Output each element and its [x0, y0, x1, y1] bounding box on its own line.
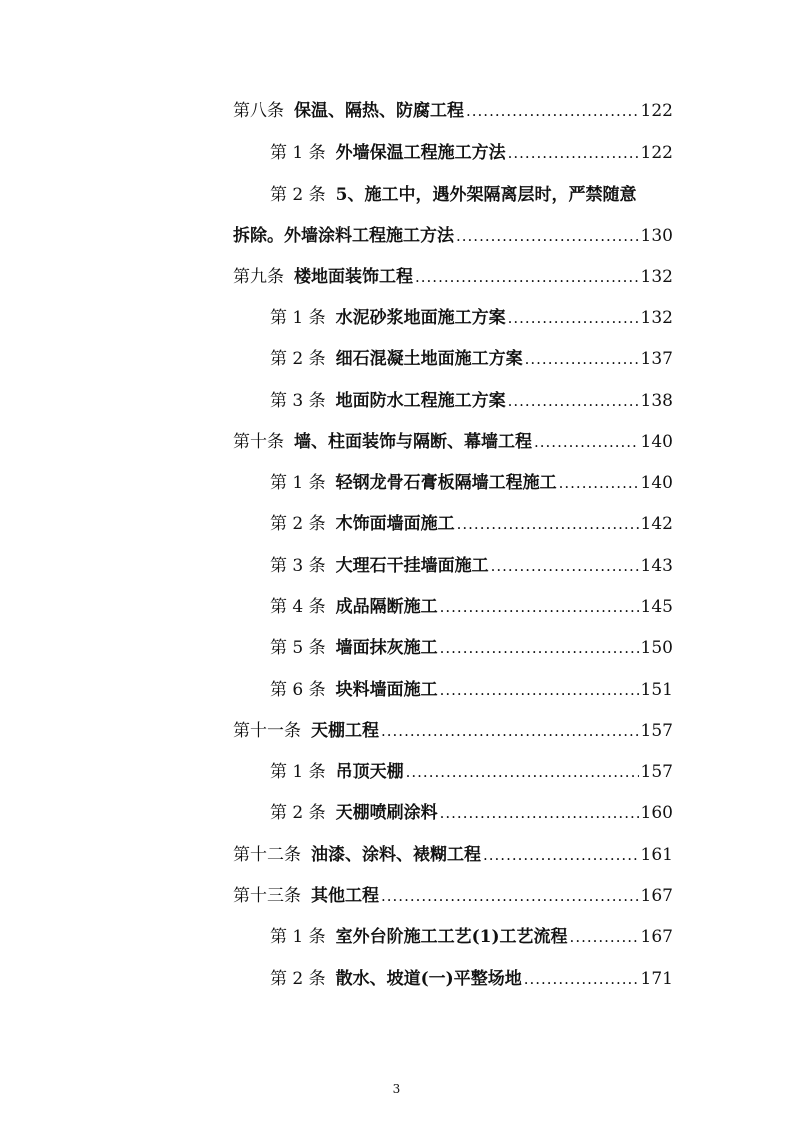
toc-entry-page: 140 [640, 432, 673, 452]
toc-entry[interactable] [233, 716, 673, 746]
toc-leader-dots [415, 262, 639, 292]
toc-entry-number: 第 3 条 [270, 556, 326, 576]
toc-entry-title: 保温、隔热、防腐工程 [294, 101, 464, 121]
toc-entry-page: 160 [640, 803, 673, 823]
toc-entry-title: 细石混凝土地面施工方案 [335, 349, 523, 369]
toc-leader-dots [525, 344, 639, 374]
toc-entry-page: 157 [640, 762, 673, 782]
toc-entry[interactable] [270, 757, 673, 787]
toc-leader-dots [440, 675, 639, 705]
toc-leader-dots [457, 509, 639, 539]
toc-entry-page: 143 [640, 556, 673, 576]
toc-entry[interactable] [270, 386, 673, 416]
toc-leader-dots [508, 386, 639, 416]
toc-entry-number: 第八条 [233, 101, 284, 121]
toc-entry-page: 171 [640, 969, 673, 989]
toc-entry-title: 成品隔断施工 [335, 597, 438, 617]
toc-entry[interactable] [270, 922, 673, 952]
toc-leader-dots [440, 592, 639, 622]
toc-entry-number: 第 5 条 [270, 638, 326, 658]
toc-leader-dots [570, 922, 639, 952]
toc-entry-number: 第十三条 [233, 886, 301, 906]
toc-entry[interactable] [233, 881, 673, 911]
toc-entry-number: 第 1 条 [270, 143, 326, 163]
toc-entry-page: 167 [640, 886, 673, 906]
toc-entry[interactable] [270, 675, 673, 705]
toc-entry[interactable] [270, 303, 673, 333]
toc-entry-title: 水泥砂浆地面施工方案 [335, 308, 506, 328]
toc-entry-page: 151 [640, 680, 673, 700]
toc-entry-number: 第 2 条 [270, 349, 326, 369]
toc-entry-page: 142 [640, 514, 673, 534]
toc-leader-dots [456, 221, 639, 251]
toc-leader-dots [534, 427, 639, 457]
toc-entry-number: 第 1 条 [270, 762, 326, 782]
toc-entry-title: 5、施工中，遇外架隔离层时，严禁随意 [335, 185, 637, 205]
toc-entry-title: 楼地面装饰工程 [294, 267, 413, 287]
toc-entry-title: 墙、柱面装饰与隔断、幕墙工程 [294, 432, 532, 452]
toc-entry-title: 其他工程 [311, 886, 379, 906]
toc-entry-title: 轻钢龙骨石膏板隔墙工程施工 [335, 473, 557, 493]
toc-entry[interactable] [270, 344, 673, 374]
toc-leader-dots [524, 964, 639, 994]
toc-entry-page: 150 [640, 638, 673, 658]
toc-entry-number: 第十条 [233, 432, 284, 452]
toc-entry[interactable] [270, 798, 673, 828]
toc-entry-page: 122 [640, 143, 673, 163]
toc-entry-number: 第 4 条 [270, 597, 326, 617]
toc-leader-dots [559, 468, 639, 498]
toc-entry-title: 天棚喷刷涂料 [335, 803, 438, 823]
toc-entry-number: 第九条 [233, 267, 284, 287]
toc-entry-page: 140 [640, 473, 673, 493]
toc-entry-page: 130 [640, 226, 673, 246]
toc-entry[interactable] [233, 840, 673, 870]
toc-entry[interactable] [233, 427, 673, 457]
toc-leader-dots [440, 798, 639, 828]
toc-entry-page: 145 [640, 597, 673, 617]
toc-entry-number: 第 1 条 [270, 473, 326, 493]
toc-entry-number: 第十二条 [233, 845, 301, 865]
toc-entry-title-continued: 拆除。外墙涂料工程施工方法 [233, 226, 454, 246]
toc-entry-number: 第 1 条 [270, 308, 326, 328]
toc-entry-page: 167 [640, 927, 673, 947]
toc-entry-number: 第十一条 [233, 721, 301, 741]
toc-entry[interactable] [270, 551, 673, 581]
toc-entry[interactable] [233, 262, 673, 292]
toc-leader-dots [381, 716, 639, 746]
toc-entry-title: 外墙保温工程施工方法 [335, 143, 506, 163]
toc-entry-title: 墙面抹灰施工 [335, 638, 438, 658]
toc-leader-dots [508, 303, 639, 333]
toc-entry-page: 161 [640, 845, 673, 865]
toc-leader-dots [466, 96, 639, 126]
toc-entry[interactable] [270, 509, 673, 539]
toc-entry-number: 第 2 条 [270, 969, 326, 989]
toc-entry-number: 第 1 条 [270, 927, 326, 947]
toc-entry-page: 122 [640, 101, 673, 121]
toc-entry[interactable] [270, 964, 673, 994]
toc-entry-title: 天棚工程 [311, 721, 379, 741]
toc-entry-title: 室外台阶施工工艺(1)工艺流程 [335, 927, 568, 947]
toc-entry-title: 地面防水工程施工方案 [335, 391, 506, 411]
toc-entry[interactable] [270, 468, 673, 498]
toc-entry[interactable] [270, 592, 673, 622]
toc-entry-page: 157 [640, 721, 673, 741]
toc-entry-number: 第 2 条 [270, 185, 326, 205]
toc-entry-number: 第 3 条 [270, 391, 326, 411]
toc-entry-number: 第 6 条 [270, 680, 326, 700]
toc-entry-wrapped-line[interactable] [270, 180, 673, 210]
toc-entry-number: 第 2 条 [270, 803, 326, 823]
toc-entry-title: 散水、坡道(一)平整场地 [335, 969, 522, 989]
toc-entry-title: 吊顶天棚 [335, 762, 404, 782]
toc-entry[interactable] [233, 96, 673, 126]
toc-entry-page: 132 [640, 308, 673, 328]
toc-entry-title: 油漆、涂料、裱糊工程 [311, 845, 481, 865]
toc-leader-dots [491, 551, 639, 581]
toc-entry[interactable] [270, 633, 673, 663]
toc-entry-title: 块料墙面施工 [335, 680, 438, 700]
toc-entry-page: 137 [640, 349, 673, 369]
toc-entry-number: 第 2 条 [270, 514, 326, 534]
toc-entry-title: 木饰面墙面施工 [335, 514, 455, 534]
toc-entry[interactable] [270, 138, 673, 168]
toc-leader-dots [483, 840, 639, 870]
toc-entry-page: 132 [640, 267, 673, 287]
toc-leader-dots [406, 757, 639, 787]
toc-entry-title: 大理石干挂墙面施工 [335, 556, 489, 576]
toc-leader-dots [508, 138, 639, 168]
toc-entry-continuation[interactable] [233, 221, 673, 251]
toc-leader-dots [381, 881, 639, 911]
toc-leader-dots [440, 633, 639, 663]
toc-entry-page: 138 [640, 391, 673, 411]
page-number: 3 [392, 1082, 401, 1096]
